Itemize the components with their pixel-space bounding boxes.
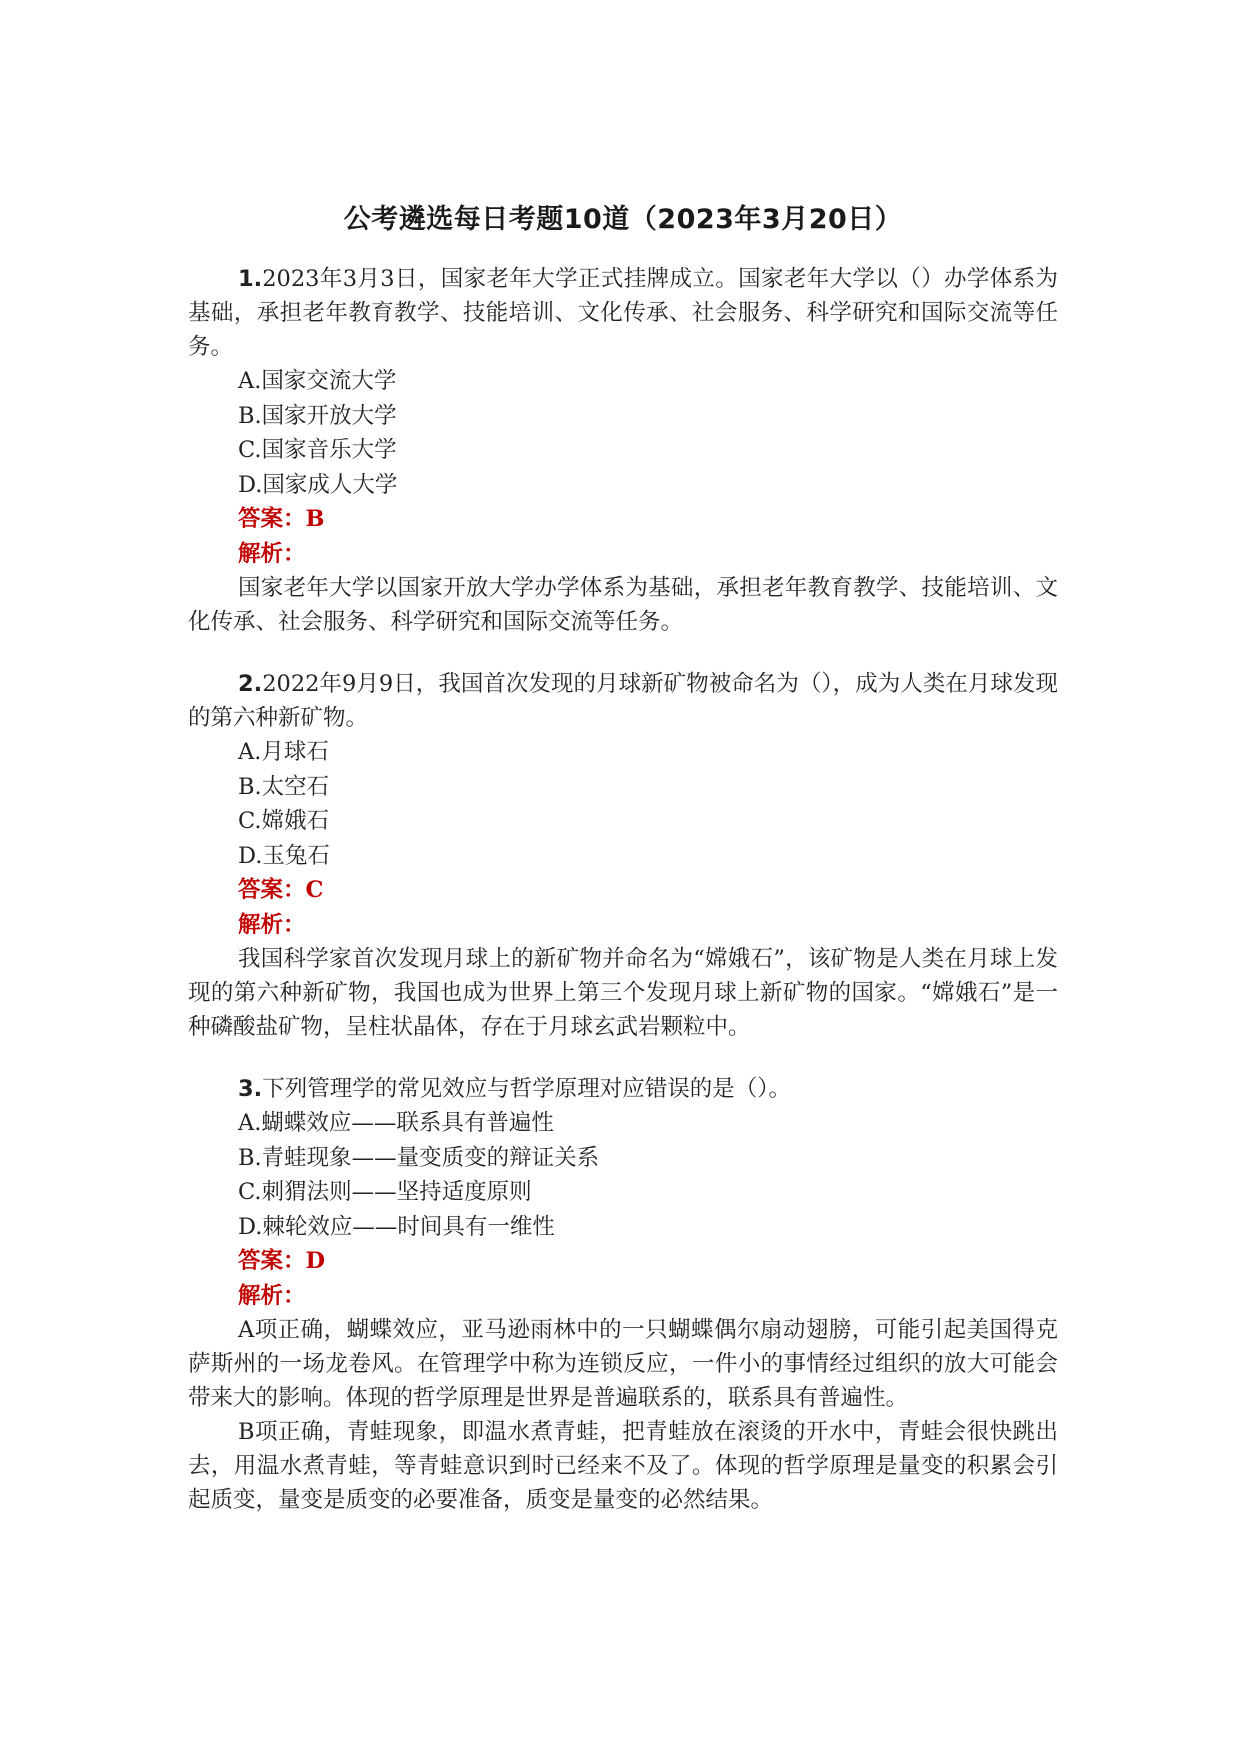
option-c: C.刺猬法则——坚持适度原则 [238, 1179, 532, 1205]
option-b: B.青蛙现象——量变质变的辩证关系 [238, 1144, 600, 1171]
analysis-label: 解析： [238, 1282, 306, 1309]
question-text: 2023年3月3日，国家老年大学正式挂牌成立。国家老年大学以（）办学体系为基础，承担老年教育教学、技能培训、文化传承、社会服务、科学研究和国际交流等任务。 [188, 266, 1058, 360]
question-text: 下列管理学的常见效应与哲学原理对应错误的是（）。 [262, 1076, 791, 1102]
option-a: A.国家交流大学 [238, 368, 397, 394]
option-c: C.嫦娥石 [238, 808, 330, 834]
analysis-text: B项正确，青蛙现象，即温水煮青蛙，把青蛙放在滚烫的开水中，青蛙会很快跳出去，用温水煮青蛙，等青蛙意识到时已经来不及了。体现的哲学原理是量变的积累会引起质变，量变是质变的必要准备，质变是量变的必然结果。 [188, 1419, 1058, 1513]
question-stem [188, 667, 1058, 735]
option-b: B.国家开放大学 [238, 402, 397, 429]
option-d: D.玉兔石 [238, 842, 330, 869]
analysis-text: 国家老年大学以国家开放大学办学体系为基础，承担老年教育教学、技能培训、文化传承、社会服务、科学研究和国际交流等任务。 [188, 575, 1058, 635]
option-d: D.棘轮效应——时间具有一维性 [238, 1213, 555, 1240]
analysis-text: 我国科学家首次发现月球上的新矿物并命名为“嫦娥石”，该矿物是人类在月球上发现的第六种新矿物，我国也成为世界上第三个发现月球上新矿物的国家。“嫦娥石”是一种磷酸盐矿物，呈柱状晶体，存在于月球玄武岩颗粒中。 [188, 946, 1058, 1040]
question-1 [188, 262, 1058, 639]
document-title: 公考遴选每日考题10道（2023年3月20日） [343, 204, 903, 235]
question-3 [188, 1072, 1058, 1517]
option-b: B.太空石 [238, 773, 330, 800]
question-number: 2. [238, 671, 263, 697]
answer-label: 答案：D [238, 1248, 326, 1274]
question-stem [188, 1072, 1058, 1106]
question-2 [188, 667, 1058, 1044]
analysis-label: 解析： [238, 540, 306, 567]
option-c: C.国家音乐大学 [238, 437, 397, 463]
question-text: 2022年9月9日，我国首次发现的月球新矿物被命名为（），成为人类在月球发现的第六种新矿物。 [188, 671, 1058, 731]
analysis-text: A项正确，蝴蝶效应，亚马逊雨林中的一只蝴蝶偶尔扇动翅膀，可能引起美国得克萨斯州的一场龙卷风。在管理学中称为连锁反应，一件小的事情经过组织的放大可能会带来大的影响。体现的哲学原理是世界是普遍联系的，联系具有普遍性。 [188, 1317, 1058, 1411]
option-a: A.蝴蝶效应——联系具有普遍性 [238, 1110, 554, 1136]
question-number: 1. [238, 266, 263, 292]
document-page [188, 200, 1058, 1545]
question-number: 3. [238, 1076, 263, 1102]
answer-label: 答案：B [238, 506, 325, 532]
option-d: D.国家成人大学 [238, 471, 398, 498]
question-stem [188, 262, 1058, 364]
analysis-label: 解析： [238, 911, 306, 938]
answer-label: 答案：C [238, 877, 324, 903]
option-a: A.月球石 [238, 739, 329, 765]
